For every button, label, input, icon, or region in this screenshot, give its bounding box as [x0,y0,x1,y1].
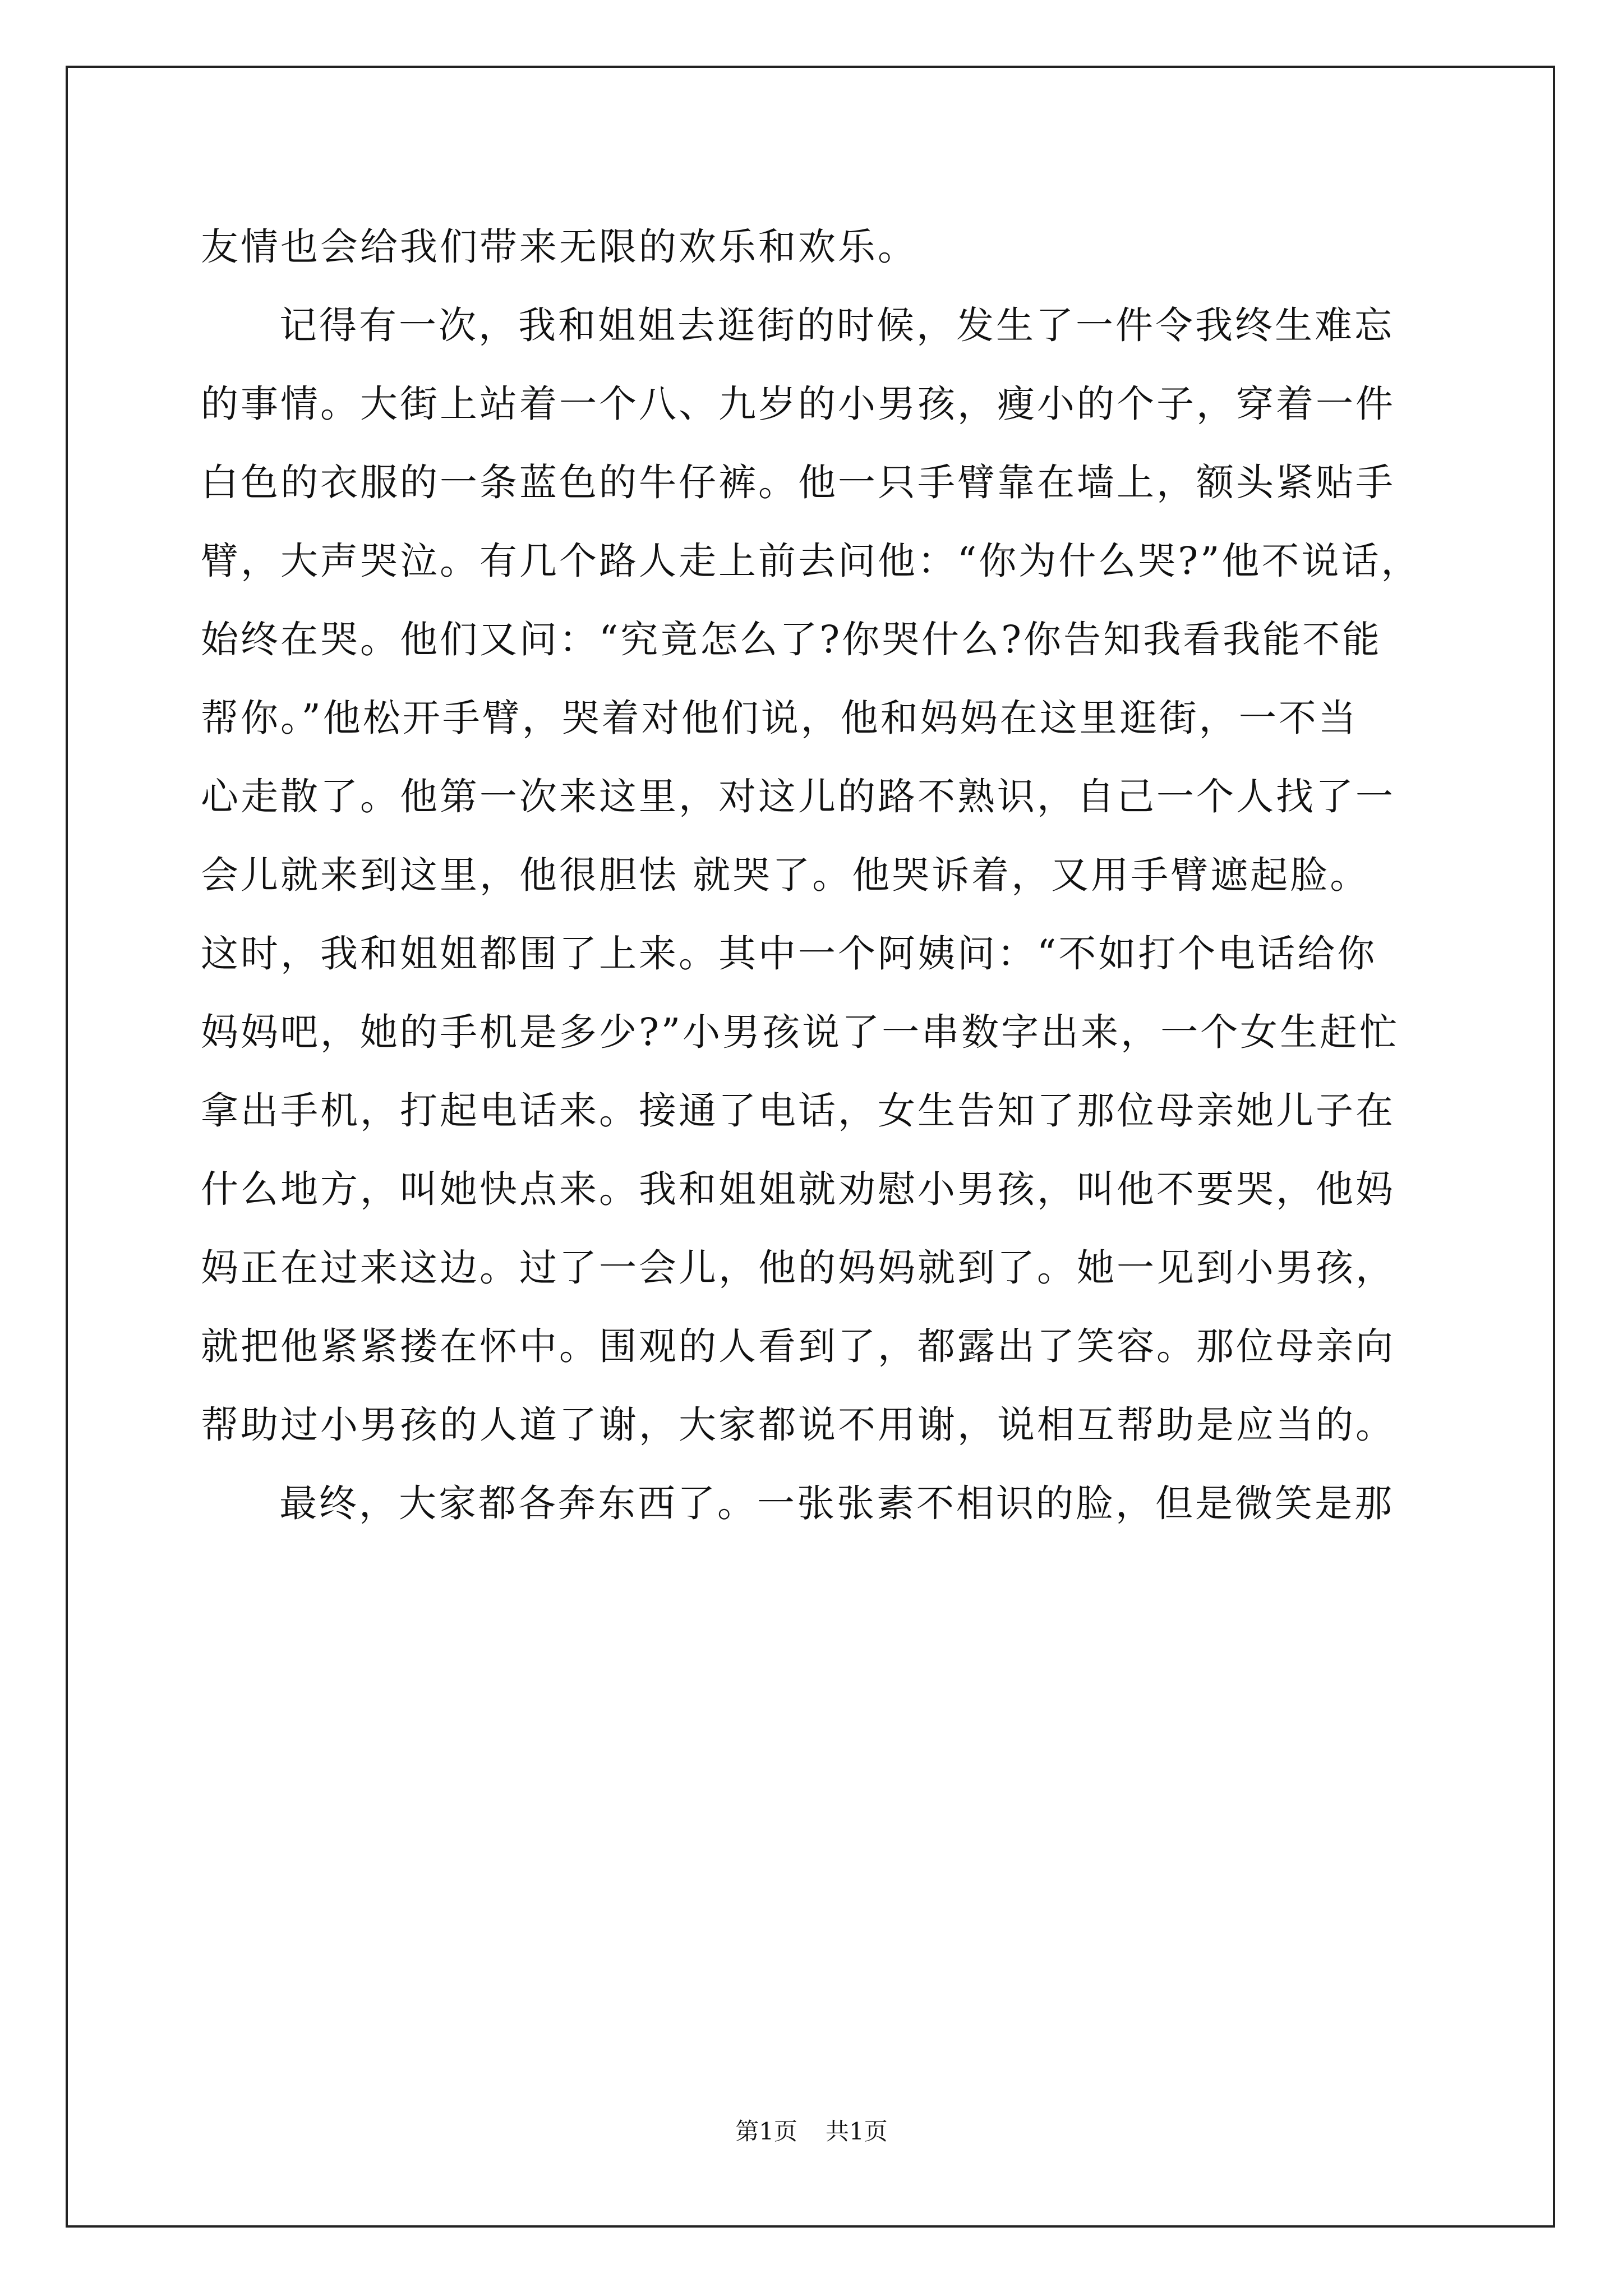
page-number: 第1页 [735,2118,797,2145]
text-line: 什么地方，叫她快点来。我和姐姐就劝慰小男孩，叫他不要哭，他妈 [201,1167,1395,1211]
text-line: 拿出手机，打起电话来。接通了电话，女生告知了那位母亲她儿子在 [201,1089,1395,1133]
text-line: 妈正在过来这边。过了一会儿，他的妈妈就到了。她一见到小男孩， [201,1246,1395,1290]
text-line: 臂，大声哭泣。有几个路人走上前去问他：“你为什么哭?”他不说话， [201,539,1421,583]
text-line: 帮助过小男孩的人道了谢，大家都说不用谢，说相互帮助是应当的。 [201,1403,1395,1447]
text-line: 这时，我和姐姐都围了上来。其中一个阿姨问：“不如打个电话给你 [201,932,1377,976]
text-line: 的事情。大街上站着一个八、九岁的小男孩，瘦小的个子，穿着一件 [201,382,1395,426]
page-footer [0,2115,1623,2148]
text-line: 始终在哭。他们又问：“究竟怎么了?你哭什么?你告知我看我能不能 [201,618,1382,661]
text-line: 记得有一次，我和姐姐去逛街的时候，发生了一件令我终生难忘 [279,303,1394,347]
text-line: 妈妈吧，她的手机是多少?”小男孩说了一串数字出来，一个女生赶忙 [201,1010,1400,1054]
text-line: 就把他紧紧搂在怀中。围观的人看到了，都露出了笑容。那位母亲向 [201,1324,1395,1368]
text-line: 会儿就来到这里，他很胆怯 就哭了。他哭诉着，又用手臂遮起脸。 [201,853,1370,897]
text-line: 白色的衣服的一条蓝色的牛仔裤。他一只手臂靠在墙上，额头紧贴手 [201,461,1395,504]
page-total: 共1页 [826,2118,888,2145]
text-line: 心走散了。他第一次来这里，对这儿的路不熟识，自己一个人找了一 [201,775,1395,818]
text-line: 帮你。”他松开手臂，哭着对他们说，他和妈妈在这里逛街，一不当 [201,696,1358,740]
text-line: 友情也会给我们带来无限的欢乐和欢乐。 [201,225,917,269]
text-line: 最终，大家都各奔东西了。一张张素不相识的脸，但是微笑是那 [279,1481,1394,1525]
